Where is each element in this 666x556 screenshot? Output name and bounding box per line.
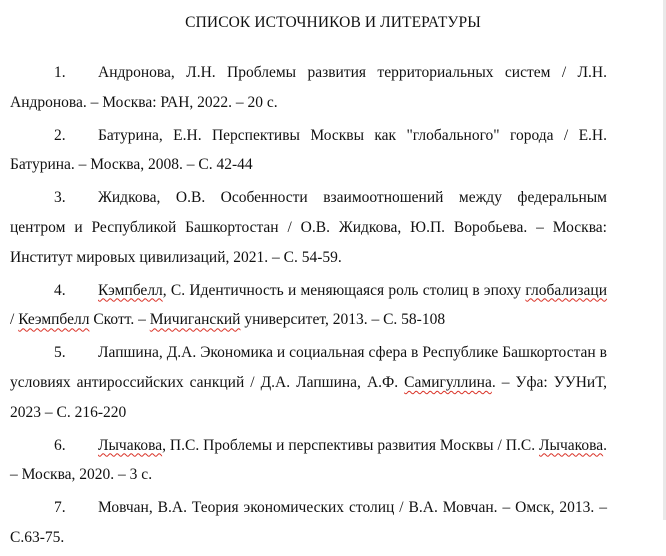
misspelled-word: Лычакова bbox=[98, 436, 163, 454]
entry-number: 7. bbox=[54, 499, 66, 517]
entry-number: 5. bbox=[54, 344, 66, 362]
bibliography-entry bbox=[10, 493, 607, 553]
entry-text: университет, 2013. – С. 58-108 bbox=[240, 311, 446, 329]
bibliography-entry bbox=[10, 431, 607, 491]
entry-number: 1. bbox=[54, 64, 66, 81]
misspelled-word: Самигуллина bbox=[404, 373, 492, 391]
entry-text: . – Уфа: УУНиТ, 2023 – С. 216-220 bbox=[10, 373, 607, 421]
entry-text: Скотт. – bbox=[89, 311, 150, 329]
bibliography-entry bbox=[10, 183, 607, 272]
entry-text: Батурина, Е.Н. Перспективы Москвы как "глобального" города / Е.Н. Батурина. – Москва, 2008. – С. 42-44 bbox=[10, 126, 607, 174]
misspelled-word: глобализаци bbox=[525, 281, 607, 299]
entry-number: 6. bbox=[54, 436, 66, 454]
misspelled-word: Кэмпбелл bbox=[98, 281, 163, 299]
entry-text: Жидкова, О.В. Особенности взаимоотношений между федеральным центром и Республикой Башкортостан / О.В. Жидкова, Ю.П. Воробьева. – Москва: Институт мировых цивилизаций, 2021. – С. 54-59. bbox=[10, 189, 607, 266]
entry-text: Мовчан, В.А. Теория экономических столиц / В.А. Мовчан. – Омск, 2013. – С.63-75. bbox=[10, 499, 607, 546]
bibliography-entry bbox=[10, 58, 607, 118]
misspelled-word: Мичиганский bbox=[149, 311, 241, 329]
entry-number: 2. bbox=[54, 126, 66, 144]
entry-text: , С. Идентичность и меняющаяся роль столиц в эпоху bbox=[162, 281, 526, 299]
misspelled-word: Лычакова bbox=[539, 436, 604, 454]
entry-text: Лапшина, Д.А. Экономика и социальная сфера в Республике Башкортостан в условиях антироссийских санкций / Д.А. Лапшина, А.Ф. bbox=[10, 344, 607, 391]
entry-number: 3. bbox=[54, 189, 66, 207]
entry-text: , П.С. Проблемы и перспективы развития Москвы / П.С. bbox=[162, 436, 540, 454]
bibliography-entry bbox=[10, 121, 607, 181]
entry-text: / bbox=[10, 311, 19, 329]
entry-number: 4. bbox=[54, 281, 66, 299]
page-title: СПИСОК ИСТОЧНИКОВ И ЛИТЕРАТУРЫ bbox=[185, 14, 481, 31]
misspelled-word: Кеэмпбелл bbox=[18, 311, 90, 329]
bibliography-entry bbox=[10, 276, 607, 336]
bibliography-entry bbox=[10, 338, 607, 427]
bibliography-list bbox=[10, 58, 607, 556]
entry-text: Андронова, Л.Н. Проблемы развития территориальных систем / Л.Н. Андронова. – Москва: РАН, 2022. – 20 с. bbox=[10, 64, 607, 111]
entry-text: . – Москва, 2020. – 3 с. bbox=[10, 436, 607, 484]
